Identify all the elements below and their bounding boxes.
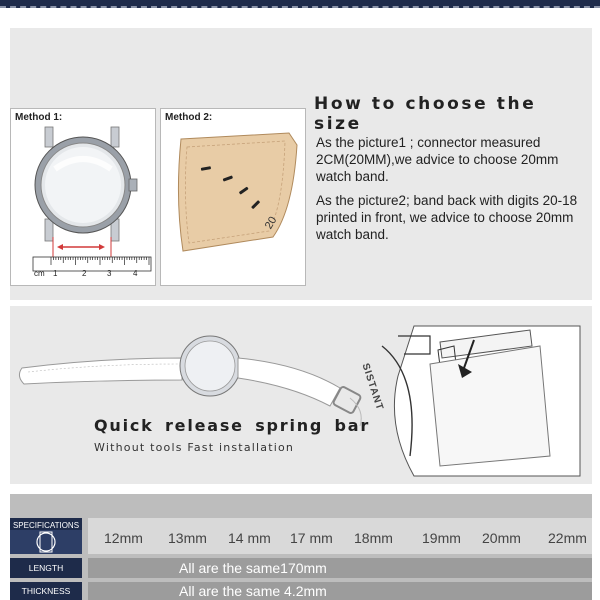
size-option: 20mm (482, 530, 521, 546)
spring-bar-text: SISTANT (359, 362, 386, 413)
quick-release-title: Quick release spring bar (94, 416, 371, 435)
size-option: 17 mm (290, 530, 333, 546)
thickness-value-row (88, 582, 592, 600)
strap-digits: 20 (262, 214, 280, 232)
method-1-label: Method 1: (15, 112, 63, 123)
watch-strap-illustration (10, 306, 592, 484)
size-guide-panel (10, 28, 592, 300)
how-to-title: How to choose the size (314, 94, 537, 134)
ruler-tick-1: 1 (53, 269, 58, 278)
size-option: 19mm (422, 530, 461, 546)
ruler-tick-4: 4 (133, 269, 138, 278)
length-value-row (88, 558, 592, 578)
specifications-table (10, 494, 592, 600)
size-option: 18mm (354, 530, 393, 546)
method-1-box (10, 108, 156, 286)
how-to-paragraph-1: As the picture1 ; connector measured 2CM(20MM),we advice to choose 20mm watch band. (316, 135, 559, 184)
size-option: 13mm (168, 530, 207, 546)
length-label: LENGTH (10, 558, 82, 578)
size-option: 14 mm (228, 530, 271, 546)
length-value: All are the same170mm (179, 560, 327, 576)
ruler-tick-3: 3 (107, 269, 112, 278)
watch-icon-cell (10, 530, 82, 554)
thickness-label: THICKNESS (10, 582, 82, 600)
watch-case-illustration (11, 109, 156, 286)
watch-outline-icon (10, 530, 82, 554)
size-options-row (88, 518, 592, 554)
quick-release-subtitle: Without tools Fast installation (94, 441, 295, 454)
size-option: 12mm (104, 530, 143, 546)
specifications-header-label: SPECIFICATIONS (12, 521, 80, 530)
size-option: 22mm (548, 530, 587, 546)
method-2-label: Method 2: (165, 112, 213, 123)
strap-back-illustration (161, 109, 306, 286)
ruler-unit: cm (34, 269, 45, 278)
quick-release-panel (10, 306, 592, 484)
thickness-value: All are the same 4.2mm (179, 583, 327, 599)
ruler-tick-2: 2 (82, 269, 87, 278)
method-2-box (160, 108, 306, 286)
how-to-paragraph-2: As the picture2; band back with digits 20-18 printed in front, we advice to choose 20mm watch band. (316, 193, 578, 242)
top-border (0, 0, 600, 8)
